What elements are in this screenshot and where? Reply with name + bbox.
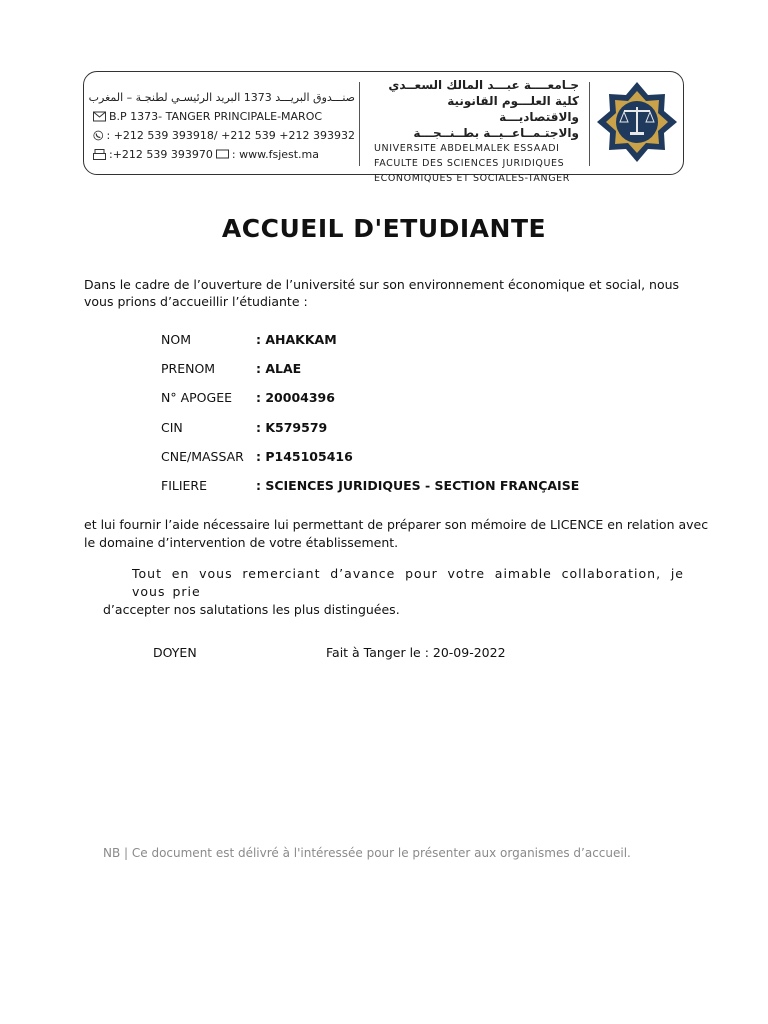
fax-number: :+212 539 393970 — [109, 148, 213, 161]
field-row-filiere — [161, 478, 579, 507]
field-row-cne — [161, 449, 579, 478]
faculty-name-arabic-1: كلية العلـــوم القانونية والاقتصاديـــة — [447, 94, 579, 124]
field-value: : 20004396 — [256, 390, 335, 406]
faculty-name-2: ECONOMIQUES ET SOCIALES-TANGER — [374, 173, 570, 184]
student-info — [161, 332, 579, 507]
header-divider-2 — [589, 82, 590, 166]
faculty-name-1: FACULTE DES SCIENCES JURIDIQUES — [374, 158, 565, 169]
field-label: NOM — [161, 332, 191, 347]
signatory: DOYEN — [153, 645, 197, 660]
field-label: PRENOM — [161, 361, 216, 377]
page-title: ACCUEIL D'ETUDIANTE — [221, 214, 547, 243]
field-label: N° APOGEE — [161, 390, 232, 406]
field-value: : P145105416 — [256, 448, 353, 464]
phone-numbers: : +212 539 393918/ +212 539 +212 393932 — [106, 129, 355, 142]
envelope-icon — [93, 111, 106, 122]
po-box: B.P 1373- TANGER PRINCIPALE-MAROC — [109, 110, 323, 123]
field-value: : AHAKKAM — [256, 332, 337, 347]
contact-block — [88, 88, 355, 164]
institution-block — [374, 77, 579, 186]
field-value: : SCIENCES JURIDIQUES - SECTION FRANÇAISE — [256, 477, 580, 493]
field-row-apogee — [161, 390, 579, 419]
footnote: NB | Ce document est délivré à l'intéressée pour le présenter aux organismes d’accueil. — [103, 846, 631, 860]
intro-paragraph: Dans le cadre de l’ouverture de l’université sur son environnement économique et social, nous vous prions d’accueillir l’étudiante : — [84, 277, 680, 309]
request-paragraph: et lui fournir l’aide nécessaire lui permettant de préparer son mémoire de LICENCE en relation avec le domaine d’intervention de votre établissement. — [84, 517, 709, 550]
field-row-nom — [161, 332, 579, 361]
closing-line-2: d’accepter nos salutations les plus distinguées. — [103, 602, 400, 617]
closing-paragraph — [84, 565, 684, 619]
website: : www.fsjest.ma — [231, 148, 320, 161]
field-row-cin — [161, 420, 579, 449]
field-label: FILIERE — [161, 477, 208, 493]
closing-line-1: Tout en vous remerciant d’avance pour votre aimable collaboration, je vous prie — [132, 566, 684, 599]
field-row-prenom — [161, 361, 579, 390]
university-name-arabic: جـامعــــة عبـــد المالك السعــدي — [388, 78, 579, 92]
date-place: Fait à Tanger le : 20-09-2022 — [326, 645, 506, 660]
field-label: CNE/MASSAR — [161, 448, 244, 464]
address-arabic: صنـــدوق البريـــد 1373 البريد الرئيسـي لطنجـة – المغرب — [88, 91, 355, 104]
field-label: CIN — [161, 419, 183, 435]
faculty-logo — [595, 80, 679, 164]
header-divider — [359, 82, 360, 166]
fax-icon — [93, 149, 106, 160]
phone-icon — [93, 130, 104, 141]
field-value: : K579579 — [256, 419, 328, 435]
field-value: : ALAE — [256, 361, 302, 377]
screen-icon — [216, 149, 229, 160]
faculty-name-arabic-2: والاجتـمــاعــيــة بطــنــجـــة — [413, 126, 579, 140]
university-name: UNIVERSITE ABDELMALEK ESSAADI — [374, 143, 560, 154]
letterhead — [83, 71, 684, 184]
